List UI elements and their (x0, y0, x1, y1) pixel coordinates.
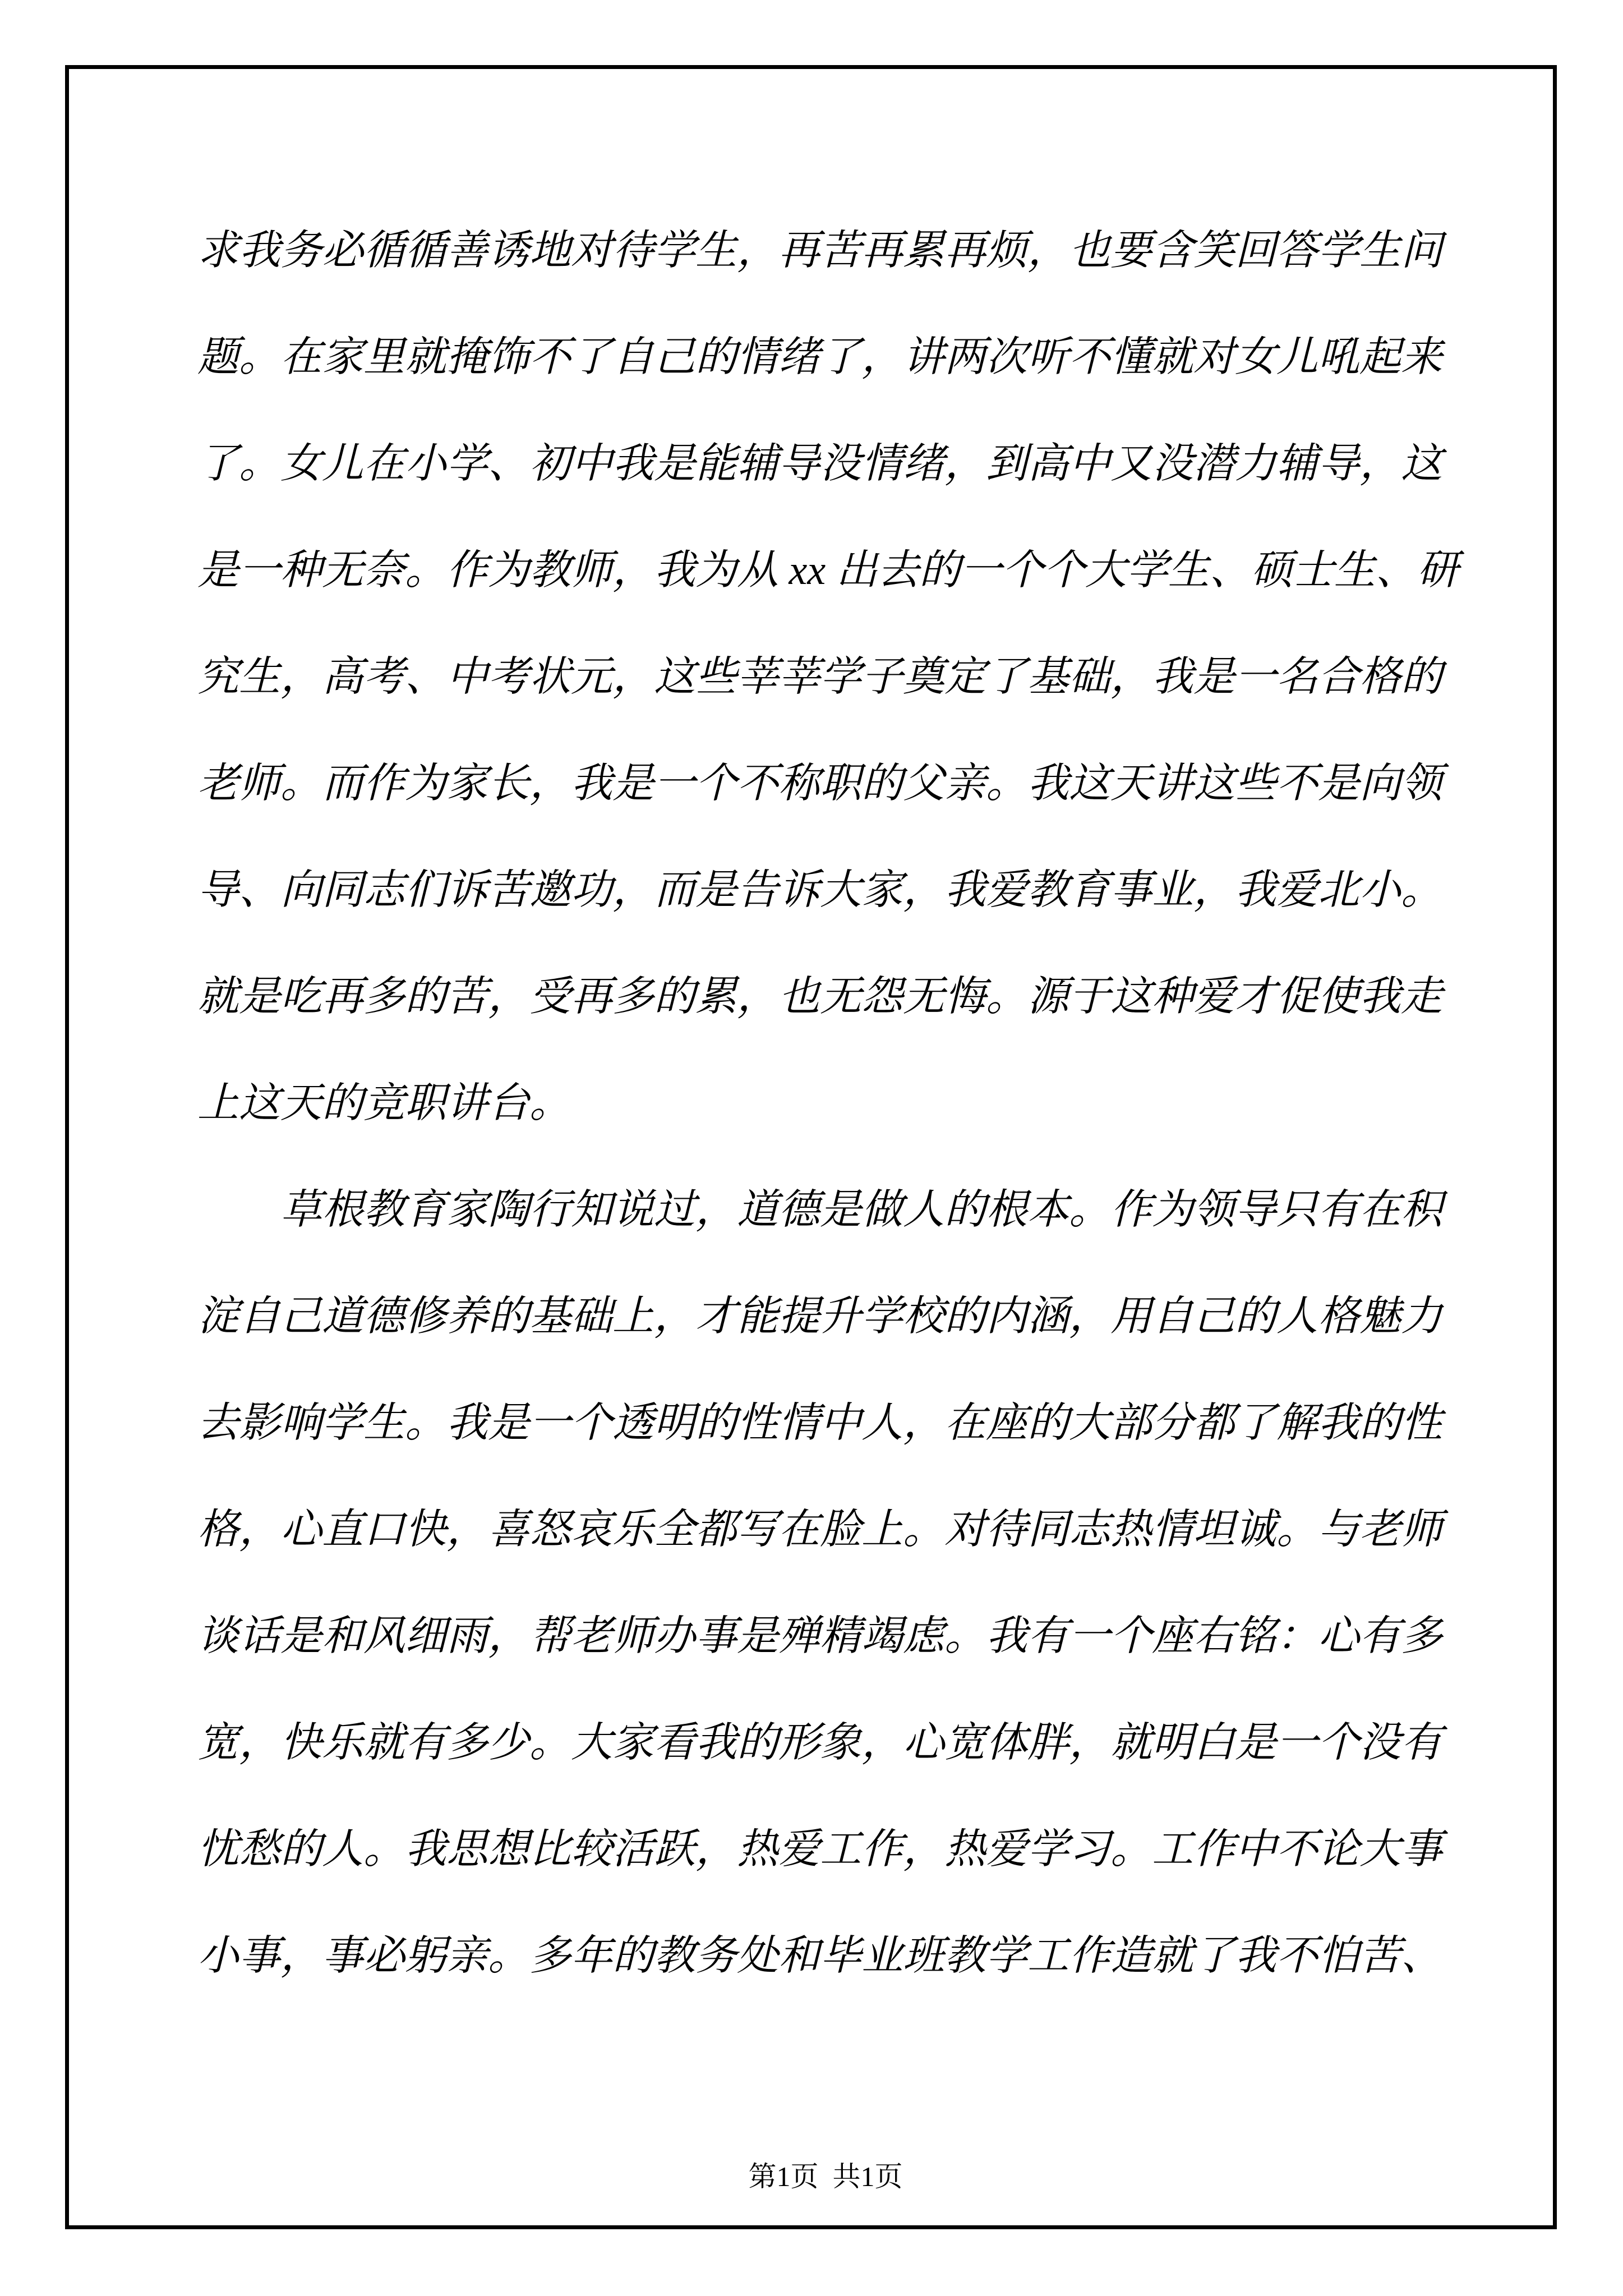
text-line: 小事，事必躬亲。多年的教务处和毕业班教学工作造就了我不怕苦、 (197, 1933, 1442, 1979)
text-line: 谈话是和风细雨，帮老师办事是殚精竭虑。我有一个座右铭：心有多 (197, 1613, 1442, 1659)
text-line: 格，心直口快，喜怒哀乐全都写在脸上。对待同志热情坦诚。与老师 (197, 1507, 1442, 1553)
document-body (197, 197, 1459, 2009)
text-line: 求我务必循循善诱地对待学生，再苦再累再烦，也要含笑回答学生问 (197, 228, 1442, 274)
text-line: 究生，高考、中考状元，这些莘莘学子奠定了基础，我是一名合格的 (197, 654, 1442, 700)
text-line: 草根教育家陶行知说过，道德是做人的根本。作为领导只有在积 (197, 1187, 1442, 1233)
text-line: 就是吃再多的苦，受再多的累，也无怨无悔。源于这种爱才促使我走 (197, 974, 1442, 1020)
page-number-text: 第1页 共1页 (748, 2161, 903, 2192)
text-line: 上这天的竞职讲台。 (197, 1080, 571, 1126)
text-line: 宽，快乐就有多少。大家看我的形象，心宽体胖，就明白是一个没有 (197, 1720, 1442, 1766)
text-line: 淀自己道德修养的基础上，才能提升学校的内涵，用自己的人格魅力 (197, 1294, 1442, 1340)
text-line: 是一种无奈。作为教师，我为从 xx 出去的一个个大学生、硕士生、研 (197, 547, 1459, 593)
page-footer (0, 2126, 1623, 2227)
text-line: 忧愁的人。我思想比较活跃，热爱工作，热爱学习。工作中不论大事 (197, 1826, 1442, 1872)
text-line: 导、向同志们诉苦邀功，而是告诉大家，我爱教育事业，我爱北小。 (197, 867, 1442, 913)
text-line: 老师。而作为家长，我是一个不称职的父亲。我这天讲这些不是向领 (197, 761, 1442, 807)
text-line: 去影响学生。我是一个透明的性情中人，在座的大部分都了解我的性 (197, 1400, 1442, 1446)
text-line: 了。女儿在小学、初中我是能辅导没情绪，到高中又没潜力辅导，这 (197, 441, 1442, 487)
text-line: 题。在家里就掩饰不了自己的情绪了，讲两次听不懂就对女儿吼起来 (197, 334, 1442, 380)
